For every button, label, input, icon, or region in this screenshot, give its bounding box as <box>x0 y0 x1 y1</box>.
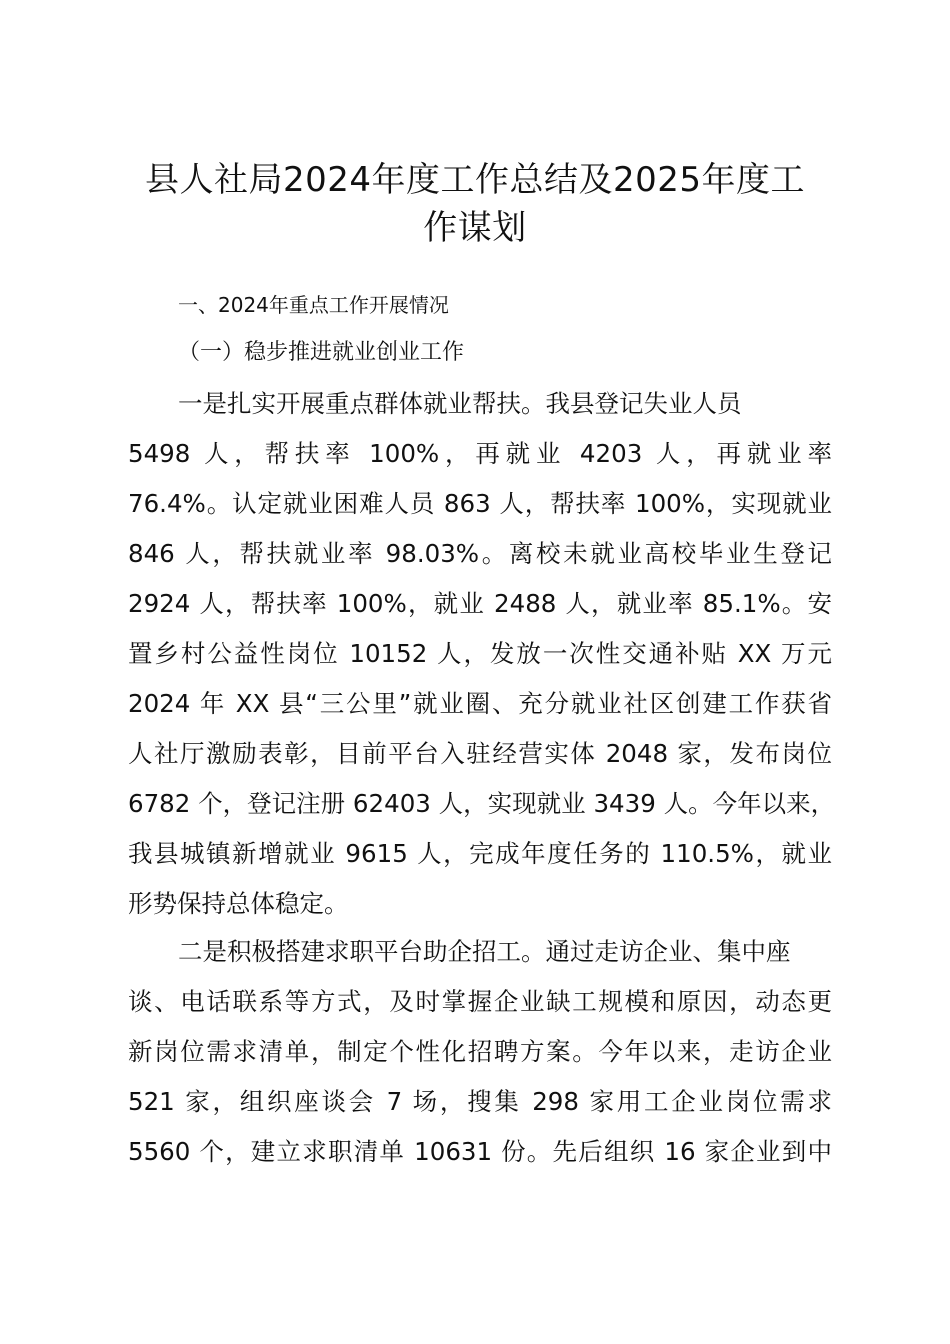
paragraph-line: 人社厅激励表彰，目前平台入驻经营实体 2048 家，发布岗位 <box>128 739 832 768</box>
paragraph-line: 846 人，帮扶就业率 98.03%。离校未就业高校毕业生登记 <box>128 539 832 568</box>
paragraph-line: 形势保持总体稳定。 <box>128 889 349 918</box>
paragraph-line: 一是扎实开展重点群体就业帮扶。我县登记失业人员 <box>178 389 742 418</box>
paragraph-line: 谈、电话联系等方式，及时掌握企业缺工规模和原因，动态更 <box>128 987 832 1016</box>
section-heading: 一、2024年重点工作开展情况 <box>178 293 449 317</box>
paragraph-line: 我县城镇新增就业 9615 人，完成年度任务的 110.5%，就业 <box>128 839 832 868</box>
document-title <box>110 156 840 252</box>
paragraph-line: 6782 个，登记注册 62403 人，实现就业 3439 人。今年以来， <box>128 789 836 818</box>
paragraph-line: 2924 人，帮扶率 100%，就业 2488 人，就业率 85.1%。安 <box>128 589 832 618</box>
paragraph-line: 5498 人，帮扶率 100%，再就业 4203 人，再就业率 <box>128 439 832 468</box>
paragraph-line: 二是积极搭建求职平台助企招工。通过走访企业、集中座 <box>178 937 791 966</box>
paragraph-line: 76.4%。认定就业困难人员 863 人，帮扶率 100%，实现就业 <box>128 489 832 518</box>
title-line-2: 作谋划 <box>423 208 527 248</box>
paragraph-line: 新岗位需求清单，制定个性化招聘方案。今年以来，走访企业 <box>128 1037 832 1066</box>
paragraph-line: 521 家，组织座谈会 7 场，搜集 298 家用工企业岗位需求 <box>128 1087 832 1116</box>
paragraph-line: 5560 个，建立求职清单 10631 份。先后组织 16 家企业到中 <box>128 1137 832 1166</box>
paragraph-line: 2024 年 XX 县“三公里”就业圈、充分就业社区创建工作获省 <box>128 689 832 718</box>
title-line-1: 县人社局2024年度工作总结及2025年度工 <box>144 160 806 200</box>
subsection-heading: （一）稳步推进就业创业工作 <box>178 340 465 365</box>
paragraph-line: 置乡村公益性岗位 10152 人，发放一次性交通补贴 XX 万元 <box>128 639 832 668</box>
